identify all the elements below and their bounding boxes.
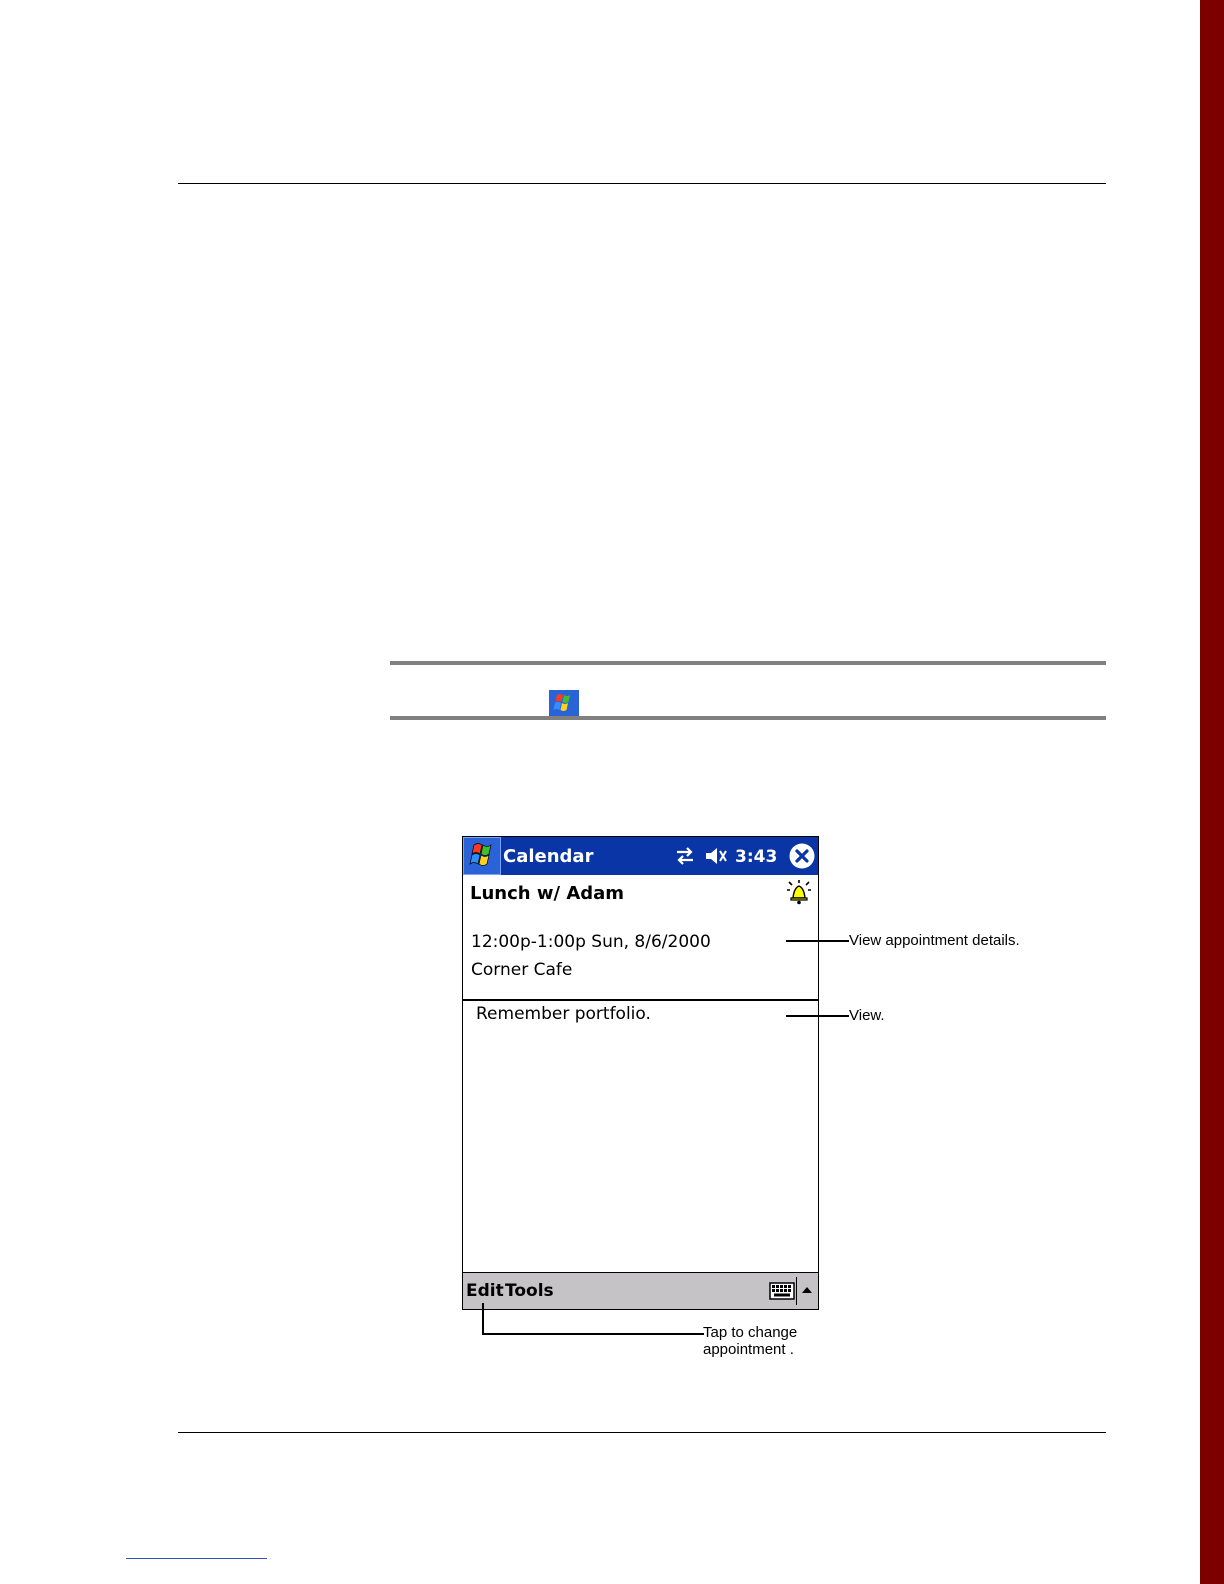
edit-menu[interactable]: Edit (466, 1281, 504, 1301)
footer-link-underline (126, 1558, 267, 1559)
menu-bar (463, 1272, 818, 1309)
footer-rule (178, 1432, 1106, 1433)
note-rule-top (390, 661, 1106, 665)
bell-icon (786, 879, 812, 905)
notes-text: Remember portfolio. (476, 1004, 651, 1024)
callout-edit-line1: Tap to change (703, 1324, 798, 1341)
sip-divider (796, 1277, 797, 1305)
app-title: Calendar (503, 846, 594, 867)
close-icon[interactable] (788, 842, 816, 870)
callout-edit-line2: appointment . (703, 1341, 794, 1358)
keyboard-icon[interactable] (769, 1282, 795, 1300)
appointment-title: Lunch w/ Adam (470, 883, 625, 904)
device-screen (462, 836, 819, 1310)
notes-area[interactable] (463, 1001, 818, 1271)
windows-start-icon (464, 838, 500, 874)
header-rule (178, 183, 1106, 184)
speaker-muted-icon[interactable] (704, 845, 730, 867)
note-rule-bottom (390, 716, 1106, 720)
callout-line-edit-vertical (482, 1303, 484, 1334)
start-button[interactable] (463, 837, 501, 875)
appointment-time[interactable]: 12:00p-1:00p Sun, 8/6/2000 (471, 932, 711, 952)
tools-menu[interactable]: Tools (505, 1281, 554, 1301)
title-bar (463, 837, 818, 875)
windows-start-icon (549, 690, 579, 716)
page-edge-tab (1200, 0, 1224, 1584)
callout-details: View appointment details. (849, 932, 1020, 949)
callout-line-view (786, 1015, 849, 1017)
callout-line-details (786, 940, 849, 942)
appointment-location[interactable]: Corner Cafe (471, 960, 573, 980)
clock[interactable]: 3:43 (735, 847, 778, 867)
sync-icon[interactable] (674, 845, 696, 867)
up-arrow-icon[interactable] (800, 1284, 814, 1296)
callout-view: View. (849, 1007, 885, 1024)
callout-line-edit-horizontal (482, 1333, 704, 1335)
